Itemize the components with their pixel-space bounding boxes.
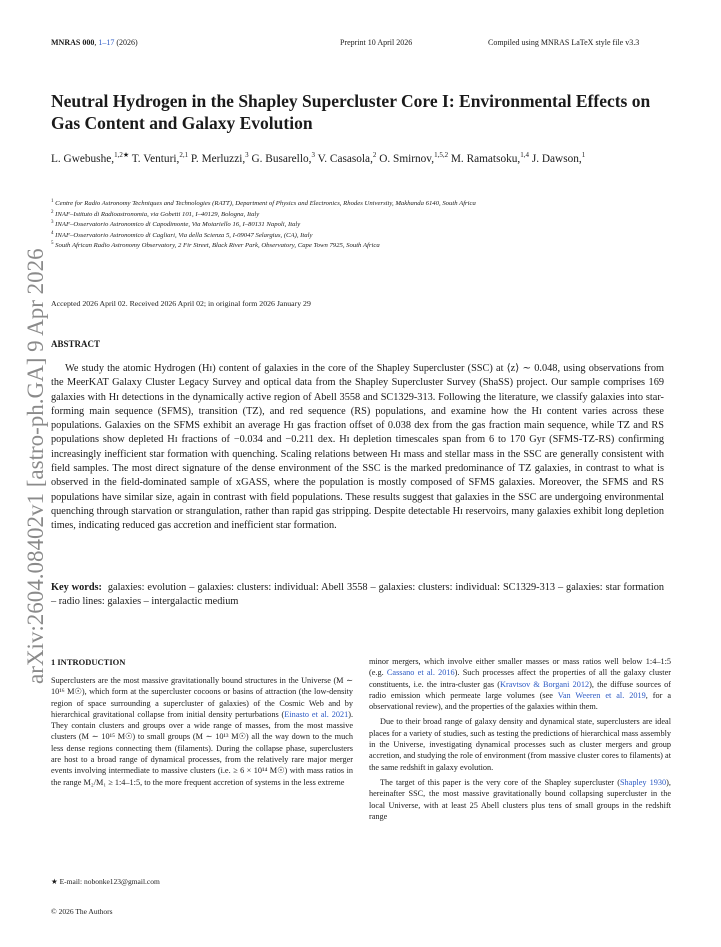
- author-name: V. Casasola,: [317, 153, 373, 165]
- affiliation-number: 4: [51, 230, 54, 236]
- affiliation-number: 1: [51, 199, 54, 204]
- author-name: P. Merluzzi,: [190, 153, 246, 165]
- affiliation-number: 3: [51, 220, 54, 226]
- citation-link[interactable]: Cassano et al. 2016: [386, 668, 455, 678]
- affiliation-marker: 1,5,2: [434, 151, 449, 159]
- affiliation-marker: 1: [581, 151, 586, 159]
- affiliation-text: INAF–Osservatorio Astronomico di Capodimonte, Via Moiariello 16, I–80131 Napoli, Italy: [55, 221, 301, 229]
- citation-link[interactable]: Van Weeren et al. 2019: [557, 690, 646, 700]
- author-name: J. Dawson,: [531, 153, 582, 165]
- paragraph: Superclusters are the most massive gravitationally bound structures in the Universe (M ∼ 10¹⁶ M☉), which form at the supercluster cocoons or basins of attraction (the low-density region of space surrounding a supercluster of galaxies) of the Cosmic Web and by hierarchical gravitational collapse from initial density perturbations (Einasto et al. 2021). They contain clusters and groups over a wide range of masses, from the most massive clusters (M ∼ 10¹⁵ M☉) to small groups (M ∼ 10¹³ M☉) all the way down to the much less dense regions connecting them (filaments). During the collapse phase, superclusters are host to a broad range of dynamical processes, from the relatively rare major merger events involving intermediate to massive clusters (i.e. ≥ 6 × 10¹⁴ M☉) with mass ratios in the range M₂/M₁ ≥ 1:4–1:5, to the more frequent accretion of systems in the less extreme: [51, 676, 354, 787]
- affiliation-marker: 2,1: [179, 151, 189, 159]
- paragraph: minor mergers, which involve either smaller masses or mass ratios well below 1:4–1:5 (e.g. Cassano et al. 2016). Such processes affect the properties of all the galaxy cluster constituents, i.e. the intra-cluster gas (Kravtsov & Borgani 2012), the diffuse sources of radio emission which permeate large volumes (see Van Weeren et al. 2019, for a observational review), and the properties of the galaxies within them.: [369, 657, 672, 712]
- journal-ref: MNRAS 000, 1–17 (2026): [51, 38, 138, 47]
- affiliation-number: 5: [51, 241, 54, 247]
- affiliation-item: [51, 220, 691, 231]
- citation-link[interactable]: Kravtsov & Borgani 2012: [500, 679, 590, 689]
- author-list: [51, 152, 681, 167]
- intro-right-column: [369, 656, 671, 822]
- corresponding-author-email: ★ E-mail: nobonke123@gmail.com: [51, 877, 160, 886]
- author-name: L. Gwebushe,: [51, 153, 115, 165]
- accepted-dates: Accepted 2026 April 02. Received 2026 April 02; in original form 2026 January 29: [51, 299, 311, 308]
- page-range-link[interactable]: 1–17: [98, 38, 115, 47]
- keywords: Key words: galaxies: evolution – galaxies: clusters: individual: Abell 3558 – galaxies: clusters: individual: SC1329-313 – galaxies: star formation – radio lines: galaxies – intergalactic medium: [51, 582, 664, 608]
- affiliation-text: INAF–Osservatorio Astronomico di Cagliari, Via della Scienza 5, I-09047 Selargius, (CA), Italy: [55, 231, 313, 239]
- affiliation-marker: 1,4: [520, 151, 529, 159]
- affiliation-number: 2: [51, 209, 54, 215]
- citation-link[interactable]: Shapley 1930: [619, 777, 667, 787]
- paragraph: Due to their broad range of galaxy density and dynamical state, superclusters are ideal places for a variety of studies, such as testing the predictions of hierarchical mass assembly in the Universe, investigating dynamical processes such as cluster mergers and group accretion, and studying the role of environment (from massive cluster cores to filaments) at the same redshift in galaxy evolution.: [369, 717, 671, 772]
- author-name: G. Busarello,: [251, 153, 312, 165]
- keywords-label: Key words:: [51, 582, 102, 593]
- affiliation-list: [51, 199, 691, 252]
- affiliation-item: [51, 231, 691, 242]
- affiliation-item: [51, 241, 691, 252]
- author-name: T. Venturi,: [131, 153, 180, 165]
- affiliation-marker: 3: [311, 151, 315, 159]
- copyright-notice: © 2026 The Authors: [51, 907, 113, 916]
- abstract-heading: ABSTRACT: [51, 339, 101, 349]
- intro-left-column: [51, 675, 353, 788]
- affiliation-marker: 3: [245, 151, 249, 159]
- author-name: O. Smirnov,: [379, 153, 435, 165]
- citation-link[interactable]: Einasto et al. 2021: [284, 709, 349, 719]
- affiliation-item: [51, 199, 691, 210]
- paragraph: The target of this paper is the very core of the Shapley supercluster (Shapley 1930), hereinafter SSC, the most massive gravitationally bound collapsing supercluster in the local Universe, with at least 25 Abell clusters plus tens of small groups in the redshift range: [369, 777, 671, 821]
- arxiv-identifier: arXiv:2604.08402v1 [astro-ph.GA] 9 Apr 2026: [23, 248, 48, 684]
- author-name: M. Ramatsoku,: [450, 153, 521, 165]
- affiliation-item: [51, 210, 691, 221]
- abstract-body: We study the atomic Hydrogen (Hɪ) content of galaxies in the core of the Shapley Supercluster (SSC) at ⟨z⟩ ∼ 0.048, using observations from the MeerKAT Galaxy Cluster Legacy Survey and optical data from the Shapley Supercluster Survey (ShaSS) project. Our sample comprises 169 galaxies with Hɪ detections in the dynamically active region of Abell 3558 and SC1329-313. Following the literature, we classify galaxies into star-forming main sequence (SFMS), transition (TZ), and red sequence (RS) populations, and examine how the Hɪ content varies across these populations. Galaxies on the SFMS exhibit an average Hɪ gas fraction offset of 0.038 dex from the gas fraction main sequence, while TZ and RS populations show depleted Hɪ fractions of −0.034 and −0.211 dex. Hɪ depletion timescales span from 6 to 170 Gyr (SFMS-TZ-RS) confirming increasingly inefficient star formation with quenching. Scaling relations between Hɪ mass and stellar mass in the SSC are generally consistent with field samples. The most direct signature of the dense environment of the SSC is the marked predominance of TZ galaxies, in contrast to what is observed in the field-dominated sample of xGASS, where the population is mostly composed of SFMS galaxies. Moreover, the SFMS and RS populations have similar size, again in contrast with field populations. These results suggest that galaxies in the SSC are undergoing environmental quenching through starvation or strangulation, rather than rapid gas stripping. Despite detectable Hɪ reservoirs, many galaxies exhibit long depletion times, indicating reduced gas accretion and inefficient star formation.: [51, 363, 664, 532]
- compiled-note: Compiled using MNRAS LaTeX style file v3.3: [488, 38, 640, 47]
- affiliation-text: INAF–Istituto di Radioastronomia, via Gobetti 101, I–40129, Bologna, Italy: [55, 210, 260, 218]
- preprint-date: Preprint 10 April 2026: [340, 38, 413, 47]
- affiliation-marker: 2: [372, 151, 377, 159]
- affiliation-text: Centre for Radio Astronomy Techniques and Technologies (RATT), Department of Physics and Electronics, Rhodes University, Makhanda 6140, South Africa: [55, 200, 476, 207]
- affiliation-marker: 1,2★: [114, 151, 130, 159]
- affiliation-text: South African Radio Astronomy Observatory, 2 Fir Street, Black River Park, Observatory, Cape Town 7925, South Africa: [55, 242, 380, 250]
- section-heading-introduction: 1 INTRODUCTION: [51, 657, 126, 667]
- paper-title: Neutral Hydrogen in the Shapley Supercluster Core I: Environmental Effects on Gas Content and Galaxy Evolution: [51, 91, 651, 133]
